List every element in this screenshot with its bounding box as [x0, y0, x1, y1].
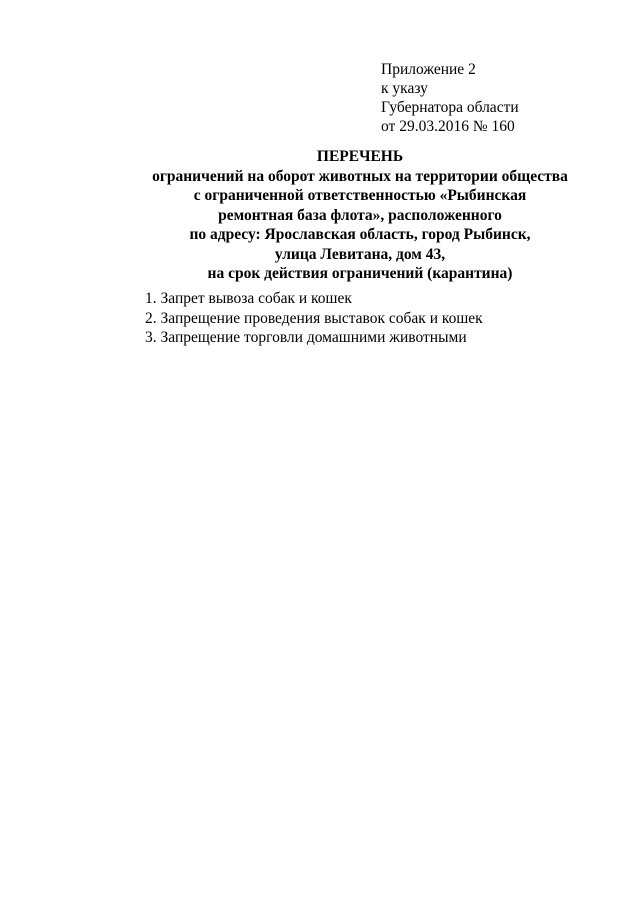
title-line: по адресу: Ярославская область, город Рыбинск, [189, 226, 531, 243]
document-title [100, 147, 620, 284]
title-line: с ограниченной ответственностью «Рыбинская [193, 187, 527, 204]
list-item: 1. Запрет вывоза собак и кошек [145, 290, 352, 307]
title-line: улица Левитана, дом 43, [274, 245, 446, 263]
appendix-reference [381, 60, 601, 136]
title-line: ремонтная база флота», расположенного [218, 206, 502, 224]
appendix-number: Приложение 2 [381, 61, 476, 78]
appendix-decree-label: к указу [381, 80, 428, 97]
appendix-date-number: от 29.03.2016 № 160 [381, 118, 515, 135]
title-line: на срок действия ограничений (карантина) [207, 265, 513, 282]
title-line: ограничений на оборот животных на территории общества [152, 167, 568, 185]
title-heading: ПЕРЕЧЕНЬ [316, 148, 404, 165]
appendix-issuer: Губернатора области [381, 99, 519, 116]
restrictions-list [145, 289, 605, 348]
list-item: 2. Запрещение проведения выставок собак и кошек [145, 309, 483, 327]
list-item: 3. Запрещение торговли домашними животными [145, 329, 467, 346]
